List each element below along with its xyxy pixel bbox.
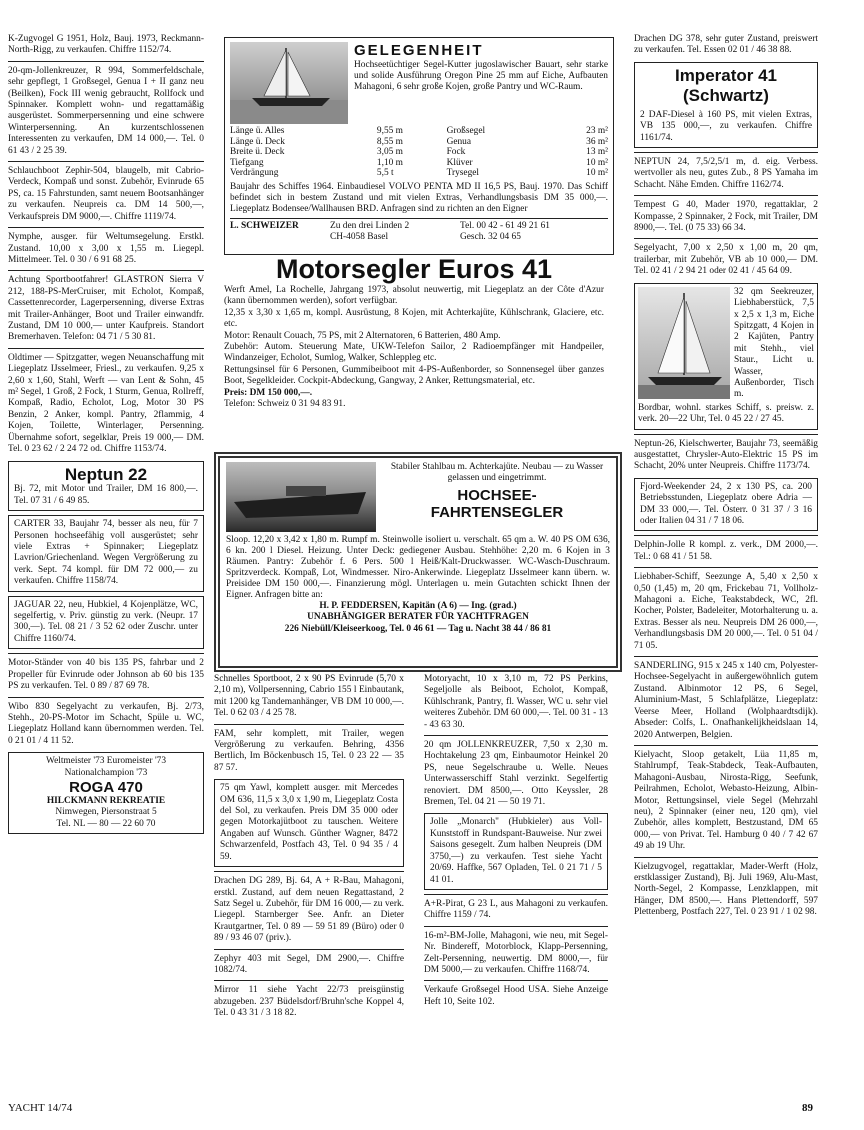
- steel-yacht-illustration: [226, 462, 376, 532]
- hochsee-ad: [214, 452, 622, 672]
- page-number: 89: [802, 1102, 813, 1114]
- classified-ad: Mirror 11 siehe Yacht 22/73 preisgünstig abzugeben. 237 Büdelsdorf/Bruhn'sche Koppel 4, Tel. 0 43 31 / 3 18 82.: [214, 985, 404, 1019]
- gelegenheit-body: Baujahr des Schiffes 1964. Einbaudiesel VOLVO PENTA MD II 16,5 PS, Bauj. 1970. Das Schiff befindet sich in bestem Zustand und mit vielen Extras, Verhandlungsbasis DM 35 000,—. Liegeplatz Bodensee/Wallhausen BRD. Anfragen sind zu richten an den Eigner: [230, 181, 608, 214]
- hochsee-tagline: UNABHÄNGIGER BERATER FÜR YACHTFRAGEN: [307, 612, 529, 623]
- imperator-title-2: (Schwartz): [683, 85, 769, 105]
- spec-row: Tiefgang 1,10 m Klüver 10 m²: [230, 157, 608, 168]
- euros-p1: Werft Amel, La Rochelle, Jahrgang 1973, absolut neuwertig, mit Liegeplatz an der Côte d'Azur (kann übernommen werden), sofort verfügbar.: [224, 285, 604, 307]
- column-1: [8, 34, 204, 834]
- roga-line1: Weltmeister '73 Euromeister '73: [45, 756, 167, 767]
- euros-title: Motorsegler Euros 41: [275, 254, 553, 284]
- imperator-text: 2 DAF-Diesel à 160 PS, mit vielen Extras, VB 135 000,—, zu verkaufen. Chiffre 1161/74.: [640, 109, 812, 143]
- seekreuzer-illustration: [638, 287, 730, 399]
- column-3: [424, 674, 608, 1008]
- imperator-title-1: Imperator 41: [674, 65, 778, 85]
- euros-p3: Motor: Renault Couach, 75 PS, mit 2 Alternatoren, 6 Batterien, 480 Amp.: [224, 330, 501, 341]
- classified-ad: Tempest G 40, Mader 1970, regattaklar, 2 Kompasse, 2 Spinnaker, 2 Fock, mit Trailer, DM 8900,—. Tel. (0 75 33) 66 34.: [634, 200, 818, 234]
- column-4: [634, 34, 818, 919]
- euros-ad: [224, 254, 604, 410]
- classified-ad: Schlauchboot Zephir-504, blaugelb, mit Cabrio-Verdeck, Kompaß und sonst. Zubehör, Evinrude 65 PS, ca. 15 Fahrstunden, samt neuem Bootsanhänger zu verkaufen. Neupreis ca. DM 14 500,—, Verkaufspreis DM 9000,—. Chiffre 1119/74.: [8, 166, 204, 222]
- classified-ad: Neptun-26, Kielschwerter, Baujahr 73, seemäßig ausgestattet, Chrysler-Auto-Elektric 15 PS im Schacht, 20% unter Neupreis. Chiffre 1173/74.: [634, 438, 818, 472]
- jaguar-box: [8, 596, 204, 650]
- spec-row: Länge ü. Deck 8,55 m Genua 36 m²: [230, 136, 608, 147]
- hochsee-contact: H. P. FEDDERSEN, Kapitän (A 6) — Ing. (grad.): [319, 601, 517, 611]
- steel-yacht-photo: [226, 462, 376, 532]
- classified-ad: Wibo 830 Segelyacht zu verkaufen, Bj. 2/73, Stehh., 20-PS-Motor im Schacht, Spüle u. WC, Liegeplatz Holland kann übernommen werden. Tel. 0 21 01 / 4 11 52.: [8, 701, 204, 746]
- neptun22-text: Bj. 72, mit Motor und Trailer, DM 16 800,—. Tel. 07 31 / 6 49 85.: [14, 484, 198, 506]
- neptun22-box: [8, 461, 204, 511]
- seekreuzer-text-bottom: Bordbar, wohnl. starkes Schiff, s. preisw. z. verk. 20—22 Uhr, Tel. 0 45 22 / 27 45.: [638, 402, 814, 425]
- classified-ad: 20-qm-Jollenkreuzer, R 994, Sommerfeldschale, sehr gepflegt, 1 Großsegel, Genua I + II ganz neu (Beilken), Fock III wenig gebraucht, Rollfock und Spinnaker. Komplett wohn- und regattamäßig ausgerüstet. Sommerpersenning und eine schwere Winterpersenning. An kurzentschlossenen Interessenten zu verkaufen, DM 14 000,—. Tel. 0 61 43 / 2 25 39.: [8, 65, 204, 156]
- classified-ad: Kielyacht, Sloop getakelt, Lüa 11,85 m, Stahlrumpf, Teak-Stabdeck, Teak-Aufbauten, Mahagoni-Ausbau, Nirosta-Rigg, Seefunk, Peilrahmen, Echolot, Webasto-Heizung, Albin-Motor, Rettungsinsel, viele Segel (Mehrzahl neu), 2 Spinnaker (einer neu, 120 qm), viel Zubehör, alles komplett, Bestzustand, DM 65 000,— von Privat. Tel. Hamburg 0 40 / 7 42 67 49 ab 19 Uhr.: [634, 749, 818, 852]
- seekreuzer-photo: [638, 287, 730, 399]
- classified-ad: NEPTUN 24, 7,5/2,5/1 m, d. eig. Verbess. wertvoller als neu, gutes Zub., 8 PS Yamaha im Schacht. Nähe Emden. Chiffre 1162/74.: [634, 157, 818, 190]
- roga-title: ROGA 470: [69, 778, 143, 796]
- classified-ad: Oldtimer — Spitzgatter, wegen Neuanschaffung mit Liegeplatz IJsselmeer, Friesl., zu verkaufen. 9,25 x 2,60 x 1,60, Stahl, Werft — van Lent & Sohn, 45 m² Segel, 1 Groß, 2 Fock, 1 Sturm, Genua, Rollreff, Kompaß, Radio, Echolot, Log, Motor 30 PS Benzin, 2 Anker, kompl. Pantry, 2flammig, 4 Kojen, Toilette, Winterlager, Persenning. Übernahme sofort, segelklar, Preis 19 000,— DM. Tel. 0 23 62 / 2 24 72 od. Chiffre 1153/74.: [8, 352, 204, 454]
- seekreuzer-box: [634, 283, 818, 430]
- classified-ad: 20 qm JOLLENKREUZER, 7,50 x 2,30 m. Hochtakelung 23 qm, Einbaumotor Heinkel 20 PS, neue Segelschraube u. Welle. Neues Unterwasserschiff Stahl verzinkt. Segelfertig renoviert. DM 8500,—. Otto Keyssler, 28 Bremen, Tel. 04 21 — 50 19 71.: [424, 740, 608, 808]
- owner-city: CH-4058 Basel: [330, 231, 389, 242]
- classified-ad: Schnelles Sportboot, 2 x 90 PS Evinrude (5,70 x 2,10 m), Vollpersenning, Cabrio 155 l Einbautank, mit 1200 kg Tandemanhänger, VB DM 10 000,—. Tel. 0 62 03 / 4 25 78.: [214, 674, 404, 719]
- column-2: [214, 674, 404, 1020]
- yawl-text: 75 qm Yawl, komplett ausger. mit Mercedes OM 636, 11,5 x 3,0 x 1,90 m, Liegeplatz Costa del Sol, zu verkaufen. Preis DM 35 000 oder gegen Motorkajütboot zu tauschen. Weitere Angaben auf Wunsch. Günther Wagner, 8472 Schwarzenfeld, Postfach 43, Tel. 0 94 35 / 4 59.: [220, 783, 398, 862]
- euros-phone: Telefon: Schweiz 0 31 94 83 91.: [224, 399, 346, 410]
- roga-address: Nimwegen, Piersonstraat 5: [55, 807, 157, 818]
- classified-ad: SANDERLING, 915 x 245 x 140 cm, Polyester-Hochsee-Segelyacht in außergewöhnlich gutem Zustand. Albinmotor 12 PS, 6 Segel, Aluminium-Mast, 5 Schlafplätze, Liegeplatz: Veerse Meer, Holland (Wolphaardtsdijk). Abseder: Colfs, L. Onafhankelijkheidslaan 14, 2020 Antwerpen, Belgien.: [634, 661, 818, 740]
- classified-ad: FAM, sehr komplett, mit Trailer, wegen Vergrößerung zu verkaufen. Behring, 4356 Bertlich, Im Böckenbusch 15, Tel. 0 23 22 — 35 87 57.: [214, 728, 404, 773]
- gelegenheit-ad: [224, 37, 614, 255]
- classified-ad: Achtung Sportbootfahrer! GLASTRON Sierra V 212, 188-PS-MerCruiser, mit Echolot, Kompaß, Cassettenrecorder, Lagerpersenning, diverse Extras mit Trailer-Anhänger, Boot und Trailer einwandfr. Zustand, DM 10 000,— unter Kaufpreis. Standort Bremerhaven. Telefon: 04 71 / 5 30 81.: [8, 275, 204, 343]
- spec-row: Verdrängung 5,5 t Trysegel 10 m²: [230, 168, 608, 179]
- roga-phone: Tel. NL — 80 — 22 60 70: [56, 818, 156, 829]
- classified-ad: Liebhaber-Schiff, Seezunge A, 5,40 x 2,50 x 0,50 (1,45) m, 20 qm, Frickebau 71, Vollholz-Mahagoni a. Eiche, Teakstabdeck, WC, 2fl. Kocher, Polster, Badeleiter, Motorhalterung u. a. Extras. Besser als neu. Neupreis DM 26 000,—, Verhandlungsbasis DM 20 000,—. Tel. 0 51 04 / 71 05.: [634, 572, 818, 651]
- jolle-text: Jolle „Monarch" (Hubkieler) aus Voll-Kunststoff in Rundspant-Bauweise. Nur zwei Saisons gesegelt. Zum halben Neupreis (DM 3750,—) zu verkaufen. Test siehe Yacht 20/69. Haffke, 567 Opladen, Tel. 0 21 71 / 5 41 01.: [430, 817, 602, 885]
- classified-ad: Zephyr 403 mit Segel, DM 2900,—. Chiffre 1082/74.: [214, 953, 404, 975]
- jaguar-text: JAGUAR 22, neu, Hubkiel, 4 Kojenplätze, WC, segelfertig, v. Priv. günstig zu verk. (Neupr. 17 300,—). Tel. 08 21 / 3 52 62 oder Zuschr. unter Chiffre 1160/74.: [14, 599, 198, 644]
- classified-ad: Drachen DG 378, sehr guter Zustand, preiswert zu verkaufen. Tel. Essen 02 01 / 46 38 88.: [634, 34, 818, 56]
- hochsee-body: Sloop. 12,20 x 3,42 x 1,80 m. Rumpf m. Steinwolle isoliert u. verschalt. 65 qm a. W. 40 PS OM 636, 6 kn. 200 l Diesel. Heizung. Unter Deck: gediegener Ausbau. Stehhöhe: 2,20 m. 6 Kojen in 3 Räumen. Pantry: Zubehör f. 6 Pers. 500 l Heiß/Kalt-Druckwasser. WC-Wasch-Duschraum. Spritzverdeck. Kompaß, Lot, Windmesser. Niro-Ankerwinde. Liegeplatz IJsselmeer kann übern. w. Preisidee DM 150 000,—. Finanzierung mögl. Unterlagen u. mein Gutachten schickt Ihnen der Eigner. Anfragen bitte an:: [226, 535, 610, 600]
- classified-ad: Verkaufe Großsegel Hood USA. Siehe Anzeige Heft 10, Seite 102.: [424, 985, 608, 1007]
- euros-price: Preis: DM 150 000,—.: [224, 387, 313, 398]
- classified-ad: Motor-Ständer von 40 bis 135 PS, fahrbar und 2 Propeller für Evinrude oder Johnson ab 60 bis 135 PS zu verkaufen. Tel. 0 89 / 87 69 78.: [8, 658, 204, 692]
- gelegenheit-title: GELEGENHEIT: [354, 42, 484, 59]
- sailboat-illustration: [230, 42, 348, 124]
- euros-p4: Zubehör: Autom. Steuerung Mate, UKW-Telefon Sailor, 2 Radioempfänger mit Handpeiler, Windanzeiger, Echolot, Sumlog, Walker, Schleppleg etc.: [224, 342, 604, 364]
- euros-p2: 12,35 x 3,30 x 1,65 m, kompl. Ausrüstung, 8 Kojen, mit Achterkajüte, Kühlschrank, Glaciere, etc. etc.: [224, 307, 604, 330]
- classified-ad: A+R-Pirat, G 23 L, aus Mahagoni zu verkaufen. Chiffre 1159 / 74.: [424, 898, 608, 921]
- spec-row: Breite ü. Deck 3,05 m Fock 13 m²: [230, 147, 608, 158]
- sailboat-photo: [230, 42, 348, 124]
- owner-name: L. SCHWEIZER: [230, 220, 299, 231]
- carter-box: [8, 515, 204, 591]
- neptun22-title: Neptun 22: [64, 465, 148, 485]
- imperator-box: [634, 62, 818, 148]
- carter-text: CARTER 33, Baujahr 74, besser als neu, für 7 Personen hochseefähig voll ausgerüstet; sehr viele Extras + Spinnaker; Liegeplatz Lavrion/Griechenland. Wegen Vergrößerung zu verk. Sept. 74 kompl. für DM 72 000,— zu verkaufen. Chiffre 1158/74.: [14, 519, 198, 587]
- classified-ad: Motoryacht, 10 x 3,10 m, 72 PS Perkins, Segeljolle als Beiboot, Echolot, Kompaß, Kühlschrank, Pantry, fl. Wasser, WC u. sehr viel weiteres Zubehör. DM 60 000,—. Tel. 00 31 - 13 - 43 63 30.: [424, 674, 608, 730]
- gelegenheit-intro: Hochseetüchtiger Segel-Kutter jugoslawischer Bauart, sehr starke und solide Ausführung Oregon Pine 25 mm auf Eiche, Aufbauten Mahagoni, 6 sehr große Kojen, große Pantry und WC-Raum.: [354, 60, 608, 92]
- owner-business-phone: Gesch. 32 04 65: [460, 231, 521, 242]
- spec-row: Länge ü. Alles 9,55 m Großsegel 23 m²: [230, 126, 608, 136]
- classified-ad: 16-m²-BM-Jolle, Mahagoni, wie neu, mit Segel-Nr. Bindereff, Motorblock, Klapp-Persenning, Zelt-Persenning, neuwertig. DM 8000,—, für DM 5000,— zu verkaufen. Chiffre 1168/74.: [424, 930, 608, 975]
- seekreuzer-text: 32 qm Seekreuzer, Liebhaberstück, 7,5 x 2,5 x 1,3 m, Eiche Spitzgatt, 4 Kojen in 2 Kajüten, Pantry mit Stehh., viel Staur., Licht u. Wasser, Außenborder, Tisch m.: [734, 286, 814, 400]
- classified-ad: Segelyacht, 7,00 x 2,50 x 1,00 m, 20 qm, trailerbar, mit Zubehör, VB ab 10 000,— DM. Tel. 02 41 / 2 94 21 oder 02 41 / 45 64 09.: [634, 243, 818, 277]
- jolle-box: [424, 813, 608, 889]
- yawl-box: [214, 779, 404, 867]
- hochsee-caption: Stabiler Stahlbau m. Achterkajüte. Neubau — zu Wasser gelassen und eingetrimmt.: [390, 462, 604, 484]
- classified-ad: Nymphe, ausger. für Weltumsegelung. Erstkl. Zustand. 10,00 x 3,00 x 1,55 m. Liegepl. Mittelmeer. Tel. 0 30 / 6 91 68 25.: [8, 232, 204, 265]
- classified-ad: K-Zugvogel G 1951, Holz, Bauj. 1973, Reckmann-North-Rigg, zu verkaufen. Chiffre 1152/74.: [8, 34, 204, 56]
- classified-ad: Drachen DG 289, Bj. 64, A + R-Bau, Mahagoni, erstkl. Zustand, auf dem neuen Regattastand, 2 Satz Segel u. Zubehör, für DM 16 000,— zu verk. Liegepl. Starnberger See. Anfr. an Dieter Krautgartner, Tel. 0 89 — 59 51 89 (Büro) oder 0 89 / 93 46 07 (priv.).: [214, 876, 404, 944]
- roga-line2: Nationalchampion '73: [64, 767, 148, 778]
- classified-ad: Kielzugvogel, regattaklar, Mader-Werft (Holz, erstklassiger Zustand), Bj. Juli 1969, Alu-Mast, North-Segel, 2 Kompasse, Lenzklappen, mit Hänger, DM 8500,—. Hans Plettendorff, 597 Plettenberg, Postfach 227, Tel. 0 23 91 / 1 02 98.: [634, 861, 818, 918]
- footer-issue: YACHT 14/74: [8, 1102, 73, 1114]
- classified-ad: Delphin-Jolle R kompl. z. verk., DM 2000,—. Tel.: 0 68 41 / 51 58.: [634, 540, 818, 562]
- roga-box: [8, 752, 204, 834]
- owner-phone: Tel. 00 42 - 61 49 21 61: [460, 220, 550, 231]
- hochsee-title-1: HOCHSEE-: [457, 486, 537, 504]
- fjord-text: Fjord-Weekender 24, 2 x 130 PS, ca. 200 Betriebsstunden, Liegeplatz obere Adria — DM 33 000,—. Tel. Österr. 0 31 37 / 3 16 oder Italien 04 31 / 7 18 06.: [640, 481, 812, 526]
- fjord-box: [634, 478, 818, 532]
- owner-street: Zu den drei Linden 2: [330, 220, 410, 231]
- hochsee-title-2: FAHRTENSEGLER: [430, 503, 564, 521]
- hochsee-address: 226 Niebüll/Kleiseerkoog, Tel. 0 46 61 — Tag u. Nacht 38 44 / 86 81: [284, 623, 552, 634]
- gelegenheit-specs: [230, 126, 608, 179]
- roga-company: HILCKMANN REKREATIE: [46, 795, 166, 806]
- euros-p5: Rettungsinsel für 6 Personen, Gummibeiboot mit 4-PS-Außenborder, so Sonnensegel über ganzes Boot, Segelkleider. Cockpit-Abdeckung, Gangway, 2 Anker, Rettungsmaterial, etc.: [224, 364, 604, 387]
